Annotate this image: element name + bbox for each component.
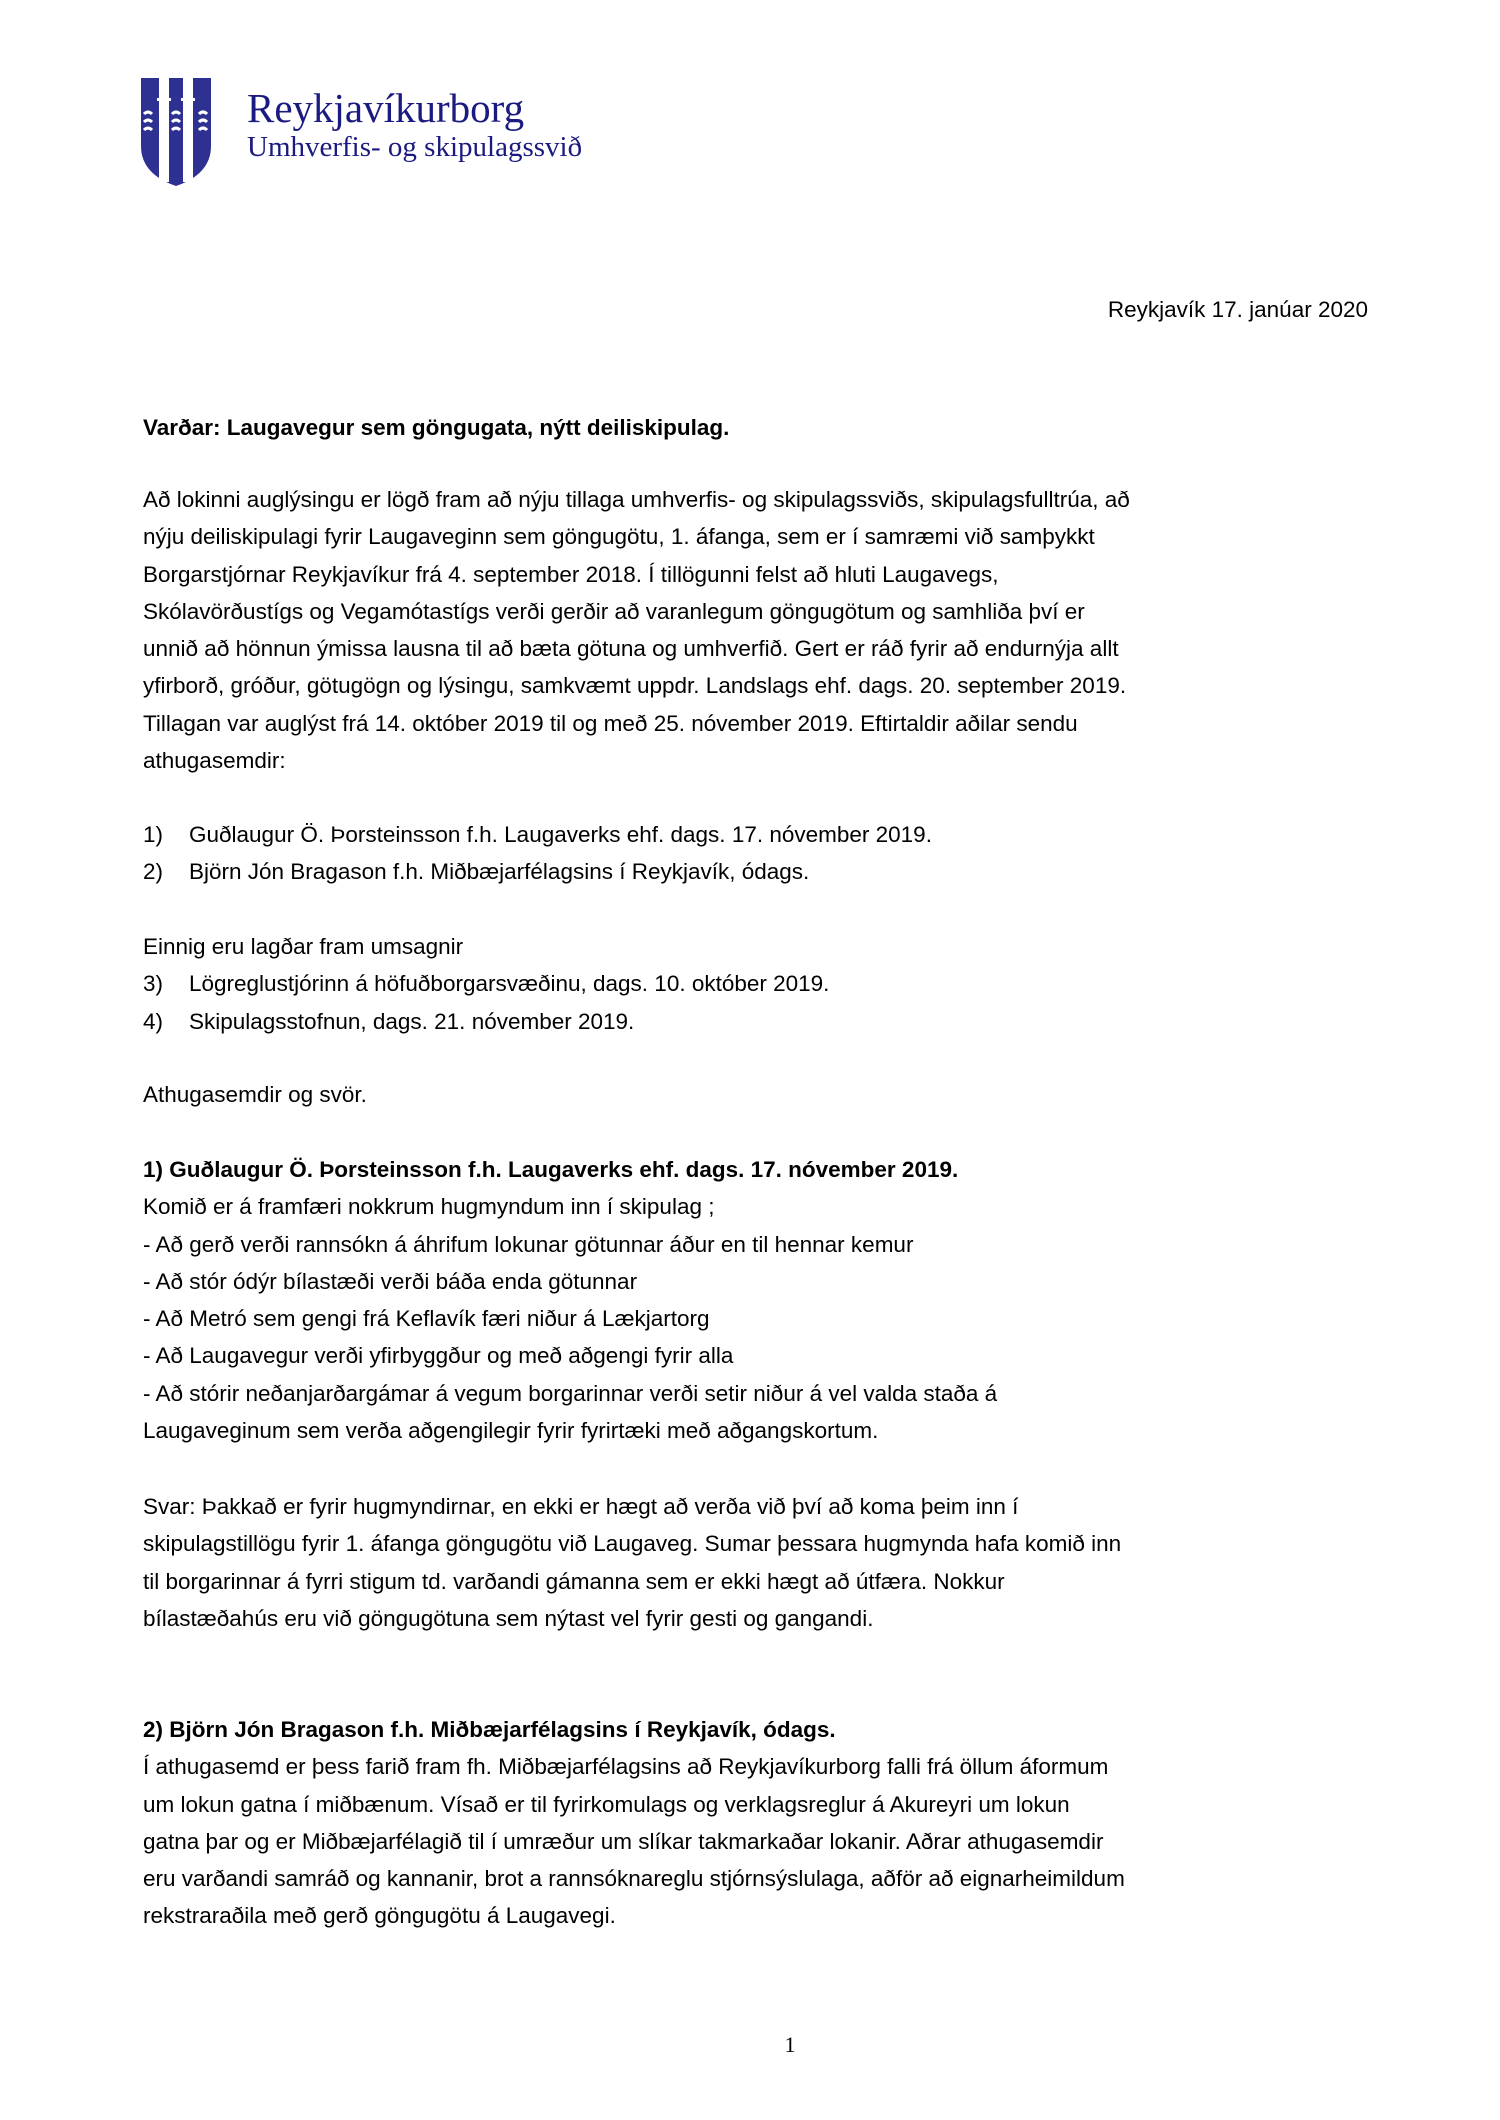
text-line: um lokun gatna í miðbænum. Vísað er til fyrirkomulags og verklagsreglur á Akureyri um lokun xyxy=(143,1791,1070,1817)
text-line: gatna þar og er Miðbæjarfélagið til í umræður um slíkar takmarkaðar lokanir. Aðrar athugasemdir xyxy=(143,1828,1104,1854)
text-line: skipulagstillögu fyrir 1. áfanga göngugötu við Laugaveg. Sumar þessara hugmynda hafa komið inn xyxy=(143,1531,1122,1557)
text-line: rekstraraðila með gerð göngugötu á Laugavegi. xyxy=(143,1903,616,1929)
text-line: nýju deiliskipulagi fyrir Laugaveginn sem göngugötu, 1. áfanga, sem er í samræmi við samþykkt xyxy=(143,524,1095,550)
comment-1 xyxy=(143,1151,997,1449)
comment-1-heading: 1) Guðlaugur Ö. Þorsteinsson f.h. Laugaverks ehf. dags. 17. nóvember 2019. xyxy=(143,1157,959,1182)
list-item: 4) Skipulagsstofnun, dags. 21. nóvember 2019. xyxy=(143,1008,635,1034)
list-item: 1) Guðlaugur Ö. Þorsteinsson f.h. Laugaverks ehf. dags. 17. nóvember 2019. xyxy=(143,822,932,847)
text-line: unnið að hönnun ýmissa lausna til að bæta götuna og umhverfið. Gert er ráð fyrir að endurnýja allt xyxy=(143,636,1119,662)
intro-paragraph xyxy=(143,481,1130,779)
text-line: - Að gerð verði rannsókn á áhrifum lokunar götunnar áður en til hennar kemur xyxy=(143,1231,914,1257)
text-line: til borgarinnar á fyrri stigum td. varðandi gámanna sem er ekki hægt að útfæra. Nokkur xyxy=(143,1568,1005,1594)
comment-2-heading: 2) Björn Jón Bragason f.h. Miðbæjarfélagsins í Reykjavík, ódags. xyxy=(143,1717,836,1742)
section-title: Athugasemdir og svör. xyxy=(143,1082,367,1107)
text-line: athugasemdir: xyxy=(143,748,286,774)
text-line: Komið er á framfæri nokkrum hugmyndum inn í skipulag ; xyxy=(143,1194,715,1220)
reviews-list xyxy=(143,928,829,1040)
text-line: Svar: Þakkað er fyrir hugmyndirnar, en ekki er hægt að verða við því að koma þeim inn í xyxy=(143,1494,1019,1519)
subject-text: Varðar: Laugavegur sem göngugata, nýtt deiliskipulag. xyxy=(143,415,730,440)
department-name: Umhverfis- og skipulagssvið xyxy=(247,131,583,163)
text-line: eru varðandi samráð og kannanir, brot a rannsóknareglu stjórnsýslulaga, aðför að eignarheimildum xyxy=(143,1866,1125,1892)
text-line: Í athugasemd er þess farið fram fh. Miðbæjarfélagsins að Reykjavíkurborg falli frá öllum áformum xyxy=(143,1754,1109,1780)
org-name: Reykjavíkurborg xyxy=(247,85,525,131)
text-line: Tillagan var auglýst frá 14. október 2019 til og með 25. nóvember 2019. Eftirtaldir aðilar sendu xyxy=(143,710,1078,736)
text-line: Borgarstjórnar Reykjavíkur frá 4. september 2018. Í tillögunni felst að hluti Laugavegs, xyxy=(143,561,999,587)
comment-1-answer xyxy=(143,1488,1121,1637)
text-line: Laugaveginum sem verða aðgengilegir fyrir fyrirtæki með aðgangskortum. xyxy=(143,1418,879,1444)
subject-line xyxy=(143,409,729,446)
text-line: yfirborð, gróður, götugögn og lýsingu, samkvæmt uppdr. Landslags ehf. dags. 20. september 2019. xyxy=(143,673,1127,699)
coat-of-arms-logo xyxy=(139,76,213,188)
text-line: Skólavörðustígs og Vegamótastígs verði gerðir að varanlegum göngugötum og samhliða því er xyxy=(143,598,1085,624)
reviews-intro: Einnig eru lagðar fram umsagnir xyxy=(143,934,464,959)
page-number: 1 xyxy=(784,2032,796,2057)
list-item: 3) Lögreglustjórinn á höfuðborgarsvæðinu, dags. 10. október 2019. xyxy=(143,971,830,997)
letter-date: Reykjavík 17. janúar 2020 xyxy=(1107,297,1368,322)
text-line: - Að stór ódýr bílastæði verði báða enda götunnar xyxy=(143,1268,638,1294)
list-item: 2) Björn Jón Bragason f.h. Miðbæjarfélagsins í Reykjavík, ódags. xyxy=(143,859,810,885)
commenters-list xyxy=(143,816,932,891)
comment-2 xyxy=(143,1711,1125,1935)
text-line: - Að Laugavegur verði yfirbyggður og með aðgengi fyrir alla xyxy=(143,1343,734,1369)
text-line: - Að stórir neðanjarðargámar á vegum borgarinnar verði setir niður á vel valda staða á xyxy=(143,1380,998,1406)
text-line: bílastæðahús eru við göngugötuna sem nýtast vel fyrir gesti og gangandi. xyxy=(143,1605,874,1631)
text-line: - Að Metró sem gengi frá Keflavík færi niður á Lækjartorg xyxy=(143,1306,710,1332)
text-line: Að lokinni auglýsingu er lögð fram að nýju tillaga umhverfis- og skipulagssviðs, skipulagsfulltrúa, að xyxy=(143,487,1130,512)
